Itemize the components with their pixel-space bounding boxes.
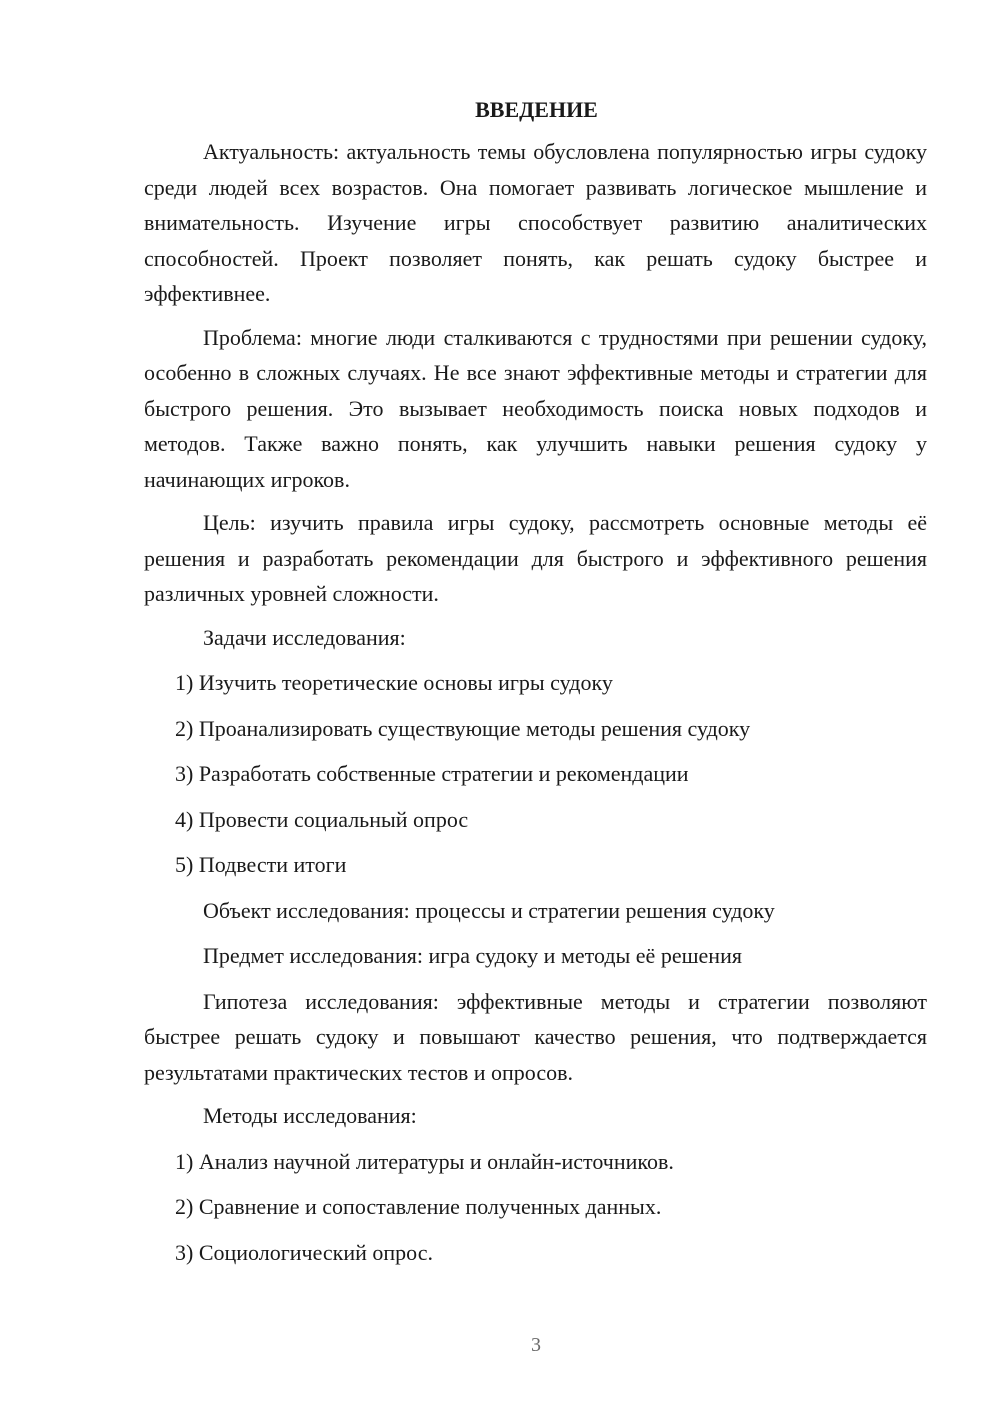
paragraph-relevance: Актуальность: актуальность темы обусловлена популярностью игры судоку среди людей всех возрастов. Она помогает развивать логическое мышление и внимательность. Изучение игры способствует развитию аналитических способностей. Проект позволяет понять, как решать судоку быстрее и эффективнее. — [144, 139, 927, 306]
methods-heading: Методы исследования: — [203, 1103, 417, 1128]
paragraph-problem: Проблема: многие люди сталкиваются с трудностями при решении судоку, особенно в сложных случаях. Не все знают эффективные методы и стратегии для быстрого решения. Это вызывает необходимость поиска новых подходов и методов. Также важно понять, как улучшить навыки решения судоку у начинающих игроков. — [144, 324, 927, 492]
page-number: 3 — [531, 1334, 541, 1356]
methods-list — [144, 1144, 927, 1271]
tasks-heading: Задачи исследования: — [203, 624, 406, 650]
list-item: 2) Проанализировать существующие методы решения судоку — [175, 715, 751, 741]
section-title: ВВЕДЕНИЕ — [475, 97, 598, 122]
page-content — [144, 94, 927, 1280]
list-item: 4) Провести социальный опрос — [175, 806, 469, 832]
list-item: 1) Анализ научной литературы и онлайн-источников. — [175, 1148, 674, 1174]
list-item: 2) Сравнение и сопоставление полученных данных. — [175, 1194, 662, 1219]
research-object: Объект исследования: процессы и стратегии решения судоку — [203, 897, 775, 923]
research-subject: Предмет исследования: игра судоку и методы её решения — [203, 943, 742, 968]
list-item: 5) Подвести итоги — [175, 852, 347, 877]
list-item: 1) Изучить теоретические основы игры судоку — [175, 670, 613, 695]
paragraph-goal: Цель: изучить правила игры судоку, рассмотреть основные методы её решения и разработать рекомендации для быстрого и эффективного решения различных уровней сложности. — [144, 510, 927, 606]
list-item: 3) Разработать собственные стратегии и рекомендации — [175, 761, 689, 786]
tasks-list — [144, 665, 927, 883]
paragraph-hypothesis: Гипотеза исследования: эффективные методы и стратегии позволяют быстрее решать судоку и повышают качество решения, что подтверждается результатами практических тестов и опросов. — [144, 988, 927, 1085]
list-item: 3) Социологический опрос. — [175, 1239, 433, 1265]
